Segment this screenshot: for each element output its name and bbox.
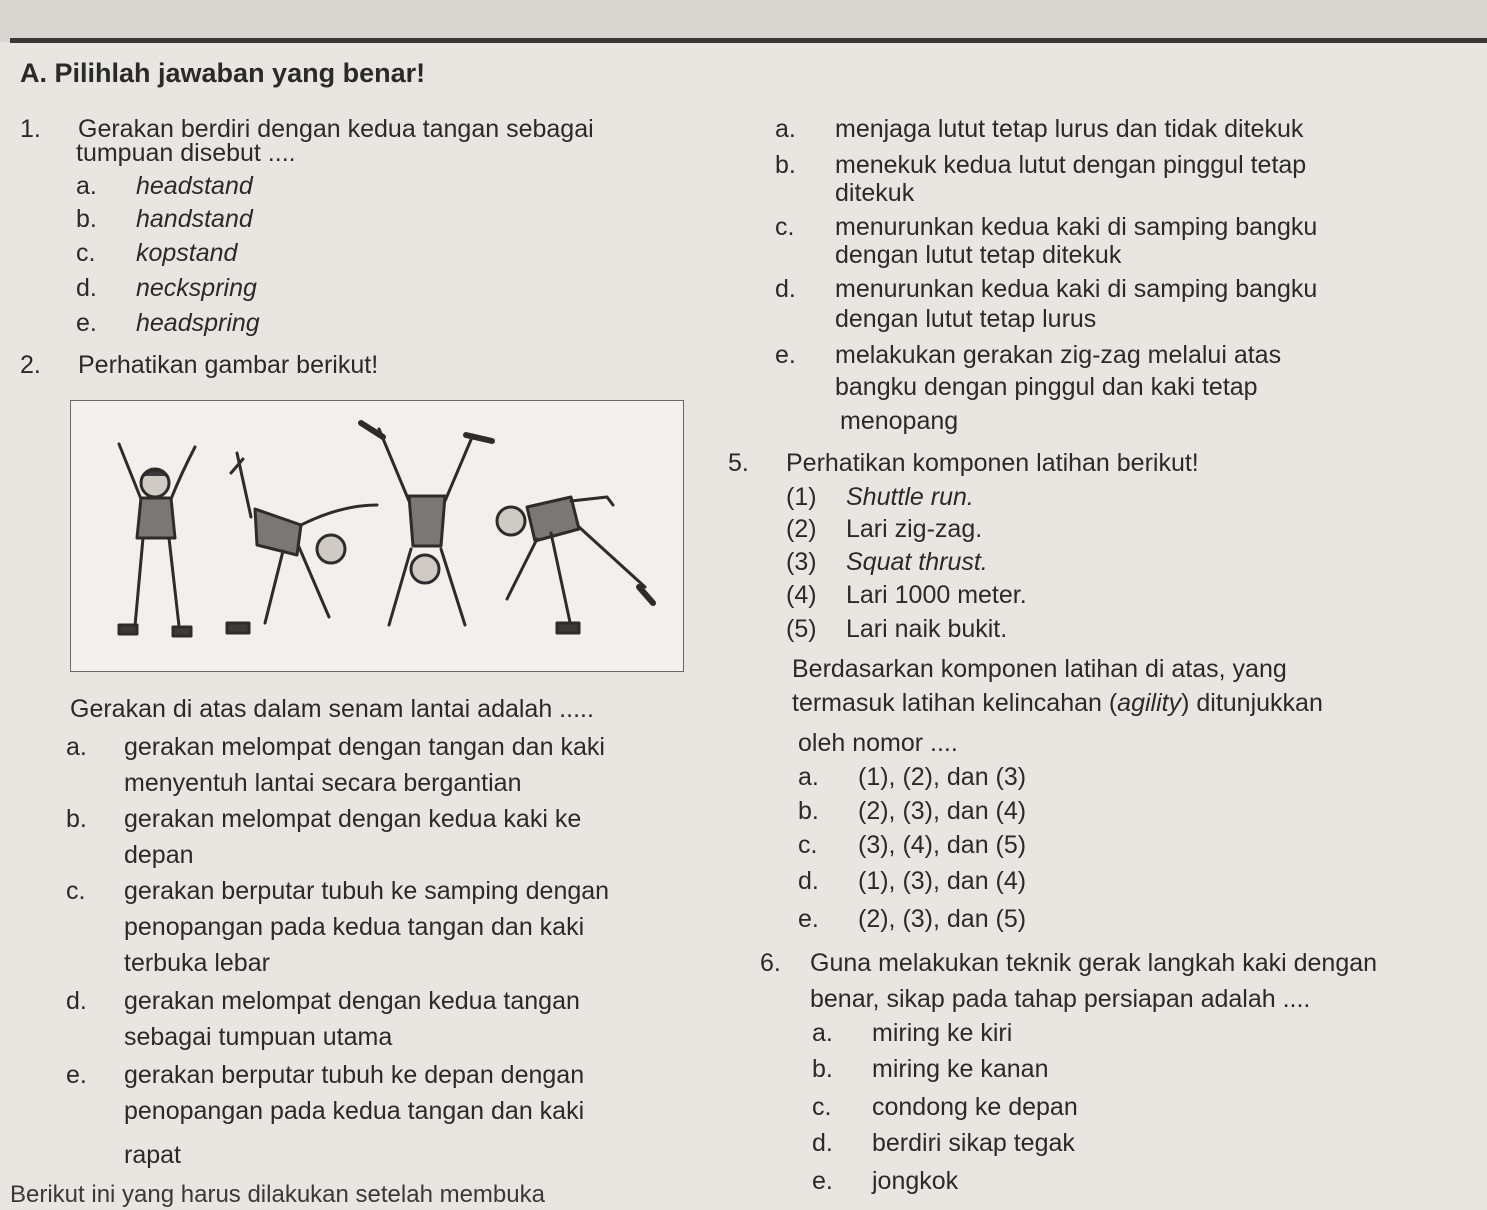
top-rule	[10, 38, 1487, 43]
q5-option-b-letter: b.	[798, 797, 819, 825]
q4-option-b-line2: ditekuk	[835, 179, 915, 207]
q4-option-b-letter: b.	[775, 151, 796, 179]
q5-item-3-text: Squat thrust.	[846, 548, 988, 576]
q6-stem-line1: Guna melakukan teknik gerak langkah kaki dengan	[810, 949, 1378, 977]
q5-option-a-letter: a.	[798, 763, 819, 791]
q1-option-e-letter: e.	[76, 309, 97, 337]
q5-item-5-num: (5)	[786, 615, 817, 643]
q5-question-line2	[792, 688, 1323, 718]
q2-option-c-line3: terbuka lebar	[124, 949, 270, 977]
q5-option-c	[798, 830, 1026, 860]
q2-option-d	[66, 986, 580, 1016]
q5-item-4	[786, 580, 1027, 610]
q5-item-4-num: (4)	[786, 581, 817, 609]
q2-option-e-line2: penopangan pada kedua tangan dan kaki	[124, 1097, 585, 1125]
q4-option-a-line1: menjaga lutut tetap lurus dan tidak ditekuk	[835, 115, 1304, 143]
q6-option-b-letter: b.	[812, 1055, 833, 1083]
q4-option-e-line1: melakukan gerakan zig-zag melalui atas	[835, 341, 1282, 369]
q1-option-c-text: kopstand	[136, 239, 238, 267]
q2-option-e	[66, 1060, 584, 1090]
q6-stem	[760, 948, 1377, 978]
q6-option-e	[812, 1166, 958, 1196]
q6-option-a	[812, 1018, 1012, 1048]
q5-option-c-text: (3), (4), dan (5)	[858, 831, 1027, 859]
q3-partial-stem: Berikut ini yang harus dilakukan setelah membuka	[10, 1181, 545, 1208]
q4-option-c-line1: menurunkan kedua kaki di samping bangku	[835, 213, 1318, 241]
q6-option-c-text: condong ke depan	[872, 1093, 1078, 1121]
q4-option-e	[775, 340, 1281, 370]
q2-option-b	[66, 804, 581, 834]
q4-option-d-line1: menurunkan kedua kaki di samping bangku	[835, 275, 1318, 303]
q6-option-d	[812, 1128, 1075, 1158]
q1-option-d-text: neckspring	[136, 274, 257, 302]
q5-option-a	[798, 762, 1026, 792]
q6-number: 6.	[760, 949, 781, 977]
q1-option-e	[76, 308, 260, 338]
q5-question-line2-pre: termasuk latihan kelincahan (	[792, 689, 1118, 717]
q1-stem-line2: tumpuan disebut ....	[76, 139, 296, 167]
q5-item-1-text: Shuttle run.	[846, 483, 974, 511]
q5-option-e-text: (2), (3), dan (5)	[858, 905, 1027, 933]
q1-option-a-text: headstand	[136, 172, 253, 200]
q1-option-c	[76, 238, 237, 268]
q2-option-a-letter: a.	[66, 733, 87, 761]
q1-option-e-text: headspring	[136, 309, 260, 337]
q6-option-d-text: berdiri sikap tegak	[872, 1129, 1075, 1157]
q1-stem-line1: Gerakan berdiri dengan kedua tangan sebagai	[78, 115, 594, 143]
q2-option-a-line1: gerakan melompat dengan tangan dan kaki	[124, 733, 605, 761]
q2-option-a	[66, 732, 605, 762]
q6-option-c	[812, 1092, 1078, 1122]
q1-option-b	[76, 204, 253, 234]
q5-option-d-text: (1), (3), dan (4)	[858, 867, 1027, 895]
section-title: A. Pilihlah jawaban yang benar!	[20, 58, 426, 88]
q5-question-line3: oleh nomor ....	[798, 729, 958, 757]
page-top-edge	[0, 0, 1487, 42]
q4-option-d-letter: d.	[775, 275, 796, 303]
q5-item-1	[786, 482, 974, 512]
q6-option-a-text: miring ke kiri	[872, 1019, 1013, 1047]
q5-option-b	[798, 796, 1026, 826]
q5-option-a-text: (1), (2), dan (3)	[858, 763, 1027, 791]
q2-stem-text: Perhatikan gambar berikut!	[78, 351, 379, 379]
q5-option-e-letter: e.	[798, 905, 819, 933]
q2-option-c-line2: penopangan pada kedua tangan dan kaki	[124, 913, 585, 941]
q2-option-c-letter: c.	[66, 877, 86, 905]
q5-item-2-text: Lari zig-zag.	[846, 515, 983, 543]
q6-option-e-text: jongkok	[872, 1167, 959, 1195]
q1-option-d-letter: d.	[76, 274, 97, 302]
q2-option-c-line1: gerakan berputar tubuh ke samping dengan	[124, 877, 610, 905]
q2-option-d-letter: d.	[66, 987, 87, 1015]
q4-option-e-letter: e.	[775, 341, 796, 369]
q5-number: 5.	[728, 449, 749, 477]
q4-option-e-line2: bangku dengan pinggul dan kaki tetap	[835, 373, 1258, 401]
q2-option-e-line1: gerakan berputar tubuh ke depan dengan	[124, 1061, 585, 1089]
q5-question-line1: Berdasarkan komponen latihan di atas, yang	[792, 655, 1287, 683]
q1-option-b-text: handstand	[136, 205, 253, 233]
q2-option-d-line2: sebagai tumpuan utama	[124, 1023, 393, 1051]
q6-option-b	[812, 1054, 1048, 1084]
q5-option-d-letter: d.	[798, 867, 819, 895]
q5-item-2	[786, 514, 982, 544]
q2-question: Gerakan di atas dalam senam lantai adalah .....	[70, 695, 594, 723]
q5-option-d	[798, 866, 1026, 896]
q5-option-c-letter: c.	[798, 831, 818, 859]
q2-number: 2.	[20, 351, 41, 379]
q5-item-3	[786, 547, 988, 577]
q4-option-a	[775, 114, 1303, 144]
q5-item-1-num: (1)	[786, 483, 817, 511]
q4-option-c	[775, 212, 1317, 242]
q1-option-a	[76, 171, 253, 201]
q5-question-line2-em: agility	[1117, 689, 1182, 717]
q4-option-b	[775, 150, 1306, 180]
q2-stem	[20, 350, 378, 380]
q5-option-e	[798, 904, 1026, 934]
q6-stem-line2: benar, sikap pada tahap persiapan adalah ....	[810, 985, 1311, 1013]
cartwheel-figure	[70, 400, 684, 672]
q1-number: 1.	[20, 115, 41, 143]
q1-option-d	[76, 273, 257, 303]
q5-item-5-text: Lari naik bukit.	[846, 615, 1008, 643]
q2-option-c	[66, 876, 609, 906]
q5-item-2-num: (2)	[786, 515, 817, 543]
q4-option-b-line1: menekuk kedua lutut dengan pinggul tetap	[835, 151, 1307, 179]
q1-option-c-letter: c.	[76, 239, 96, 267]
q4-option-c-line2: dengan lutut tetap ditekuk	[835, 241, 1122, 269]
q2-option-b-letter: b.	[66, 805, 87, 833]
q4-option-d-line2: dengan lutut tetap lurus	[835, 305, 1097, 333]
q5-stem	[728, 448, 1199, 478]
q5-question-line2-post: ) ditunjukkan	[1181, 689, 1323, 717]
q6-option-d-letter: d.	[812, 1129, 833, 1157]
q2-option-e-letter: e.	[66, 1061, 87, 1089]
q5-item-4-text: Lari 1000 meter.	[846, 581, 1027, 609]
q6-option-e-letter: e.	[812, 1167, 833, 1195]
q4-option-d	[775, 274, 1317, 304]
q6-option-c-letter: c.	[812, 1093, 832, 1121]
q1-option-b-letter: b.	[76, 205, 97, 233]
q2-option-b-line2: depan	[124, 841, 194, 869]
q5-option-b-text: (2), (3), dan (4)	[858, 797, 1027, 825]
q5-item-3-num: (3)	[786, 548, 817, 576]
cartwheel-sequence-illustration	[71, 401, 683, 671]
q2-option-e-line3: rapat	[124, 1141, 181, 1169]
q2-option-a-line2: menyentuh lantai secara bergantian	[124, 769, 522, 797]
q2-option-d-line1: gerakan melompat dengan kedua tangan	[124, 987, 580, 1015]
q6-option-a-letter: a.	[812, 1019, 833, 1047]
q4-option-a-letter: a.	[775, 115, 796, 143]
q6-option-b-text: miring ke kanan	[872, 1055, 1049, 1083]
q4-option-c-letter: c.	[775, 213, 795, 241]
q1-option-a-letter: a.	[76, 172, 97, 200]
q2-option-b-line1: gerakan melompat dengan kedua kaki ke	[124, 805, 582, 833]
q5-item-5	[786, 614, 1007, 644]
q4-option-e-line3: menopang	[840, 407, 959, 435]
q5-stem-text: Perhatikan komponen latihan berikut!	[786, 449, 1199, 477]
